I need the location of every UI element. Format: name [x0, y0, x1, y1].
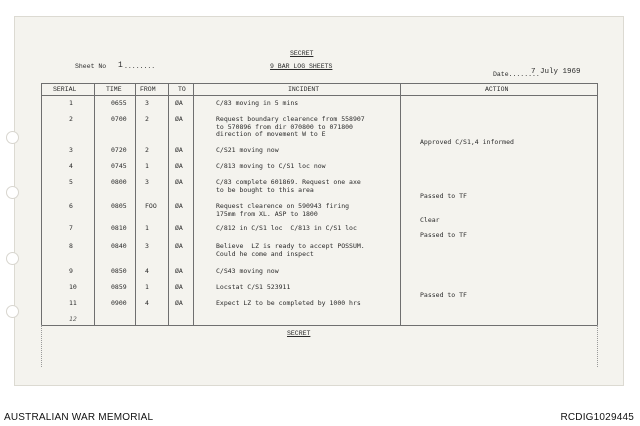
- row-time: 0850: [111, 267, 127, 275]
- punch-hole-1: [6, 131, 19, 144]
- row-incident-line: Could he come and inspect: [216, 249, 314, 258]
- row-to: ØA: [175, 267, 183, 275]
- row-incident-line: Locstat C/S1 523911: [216, 283, 291, 291]
- row-incident-line: Believe LZ is ready to accept POSSUM.: [216, 242, 365, 250]
- punch-hole-3: [6, 252, 19, 265]
- row-to: ØA: [175, 146, 183, 154]
- row-time: 0859: [111, 283, 127, 291]
- row-incident-line: Request boundary clearence from 558907: [216, 115, 365, 123]
- row-time: 0800: [111, 178, 127, 186]
- log-title: 9 BAR LOG SHEETS: [270, 63, 333, 70]
- row-action: Passed to TF: [420, 291, 467, 299]
- row-time: 0840: [111, 242, 127, 250]
- row-from: 1: [145, 162, 149, 170]
- row-from: 3: [145, 242, 149, 250]
- sheet-dots: ........: [124, 63, 156, 70]
- sheet-number: 1: [118, 61, 123, 70]
- row-incident-line: direction of movement W to E: [216, 130, 326, 138]
- row-incident-line: C/812 in C/S1 loc C/813 in C/S1 loc: [216, 224, 357, 232]
- sheet-label: Sheet No: [75, 63, 107, 70]
- punch-hole-4: [6, 305, 19, 318]
- row-action: Passed to TF: [420, 231, 467, 239]
- row-action: Approved C/S1,4 informed: [420, 138, 514, 146]
- classification-bottom: SECRET: [287, 330, 311, 337]
- row-to: ØA: [175, 299, 183, 307]
- row-time: 0805: [111, 202, 127, 210]
- row-incident-line: C/83 moving in 5 mins: [216, 99, 299, 107]
- col-action: ACTION: [485, 86, 509, 93]
- col-to: TO: [178, 86, 186, 93]
- row-serial: 3: [69, 146, 73, 154]
- row-from: 3: [145, 178, 149, 186]
- row-serial: 8: [69, 242, 73, 250]
- row-from: 3: [145, 99, 149, 107]
- row-serial: 9: [69, 267, 73, 275]
- classification-top: SECRET: [290, 50, 314, 57]
- row-from: FOO: [145, 202, 157, 210]
- row-serial: 5: [69, 178, 73, 186]
- row-serial: 11: [69, 299, 77, 307]
- col-time: TIME: [106, 86, 122, 93]
- row-action: Passed to TF: [420, 192, 467, 200]
- row-incident-line: Request clearence on 590943 firing: [216, 202, 350, 210]
- row-from: 2: [145, 115, 149, 123]
- row-to: ØA: [175, 115, 183, 123]
- row-incident-line: C/S21 moving now: [216, 146, 279, 154]
- row-serial: 2: [69, 115, 73, 123]
- row-incident-line: C/S43 moving now: [216, 267, 279, 275]
- row-time: 0655: [111, 99, 127, 107]
- col-serial: SERIAL: [53, 86, 77, 93]
- row-time: 0900: [111, 299, 127, 307]
- date-label: Date........: [493, 71, 540, 78]
- row-incident-line: to 570896 from dir 070800 to 071800: [216, 122, 353, 131]
- date-value: 7 July 1969: [531, 68, 581, 76]
- row-time: 0720: [111, 146, 127, 154]
- row-incident-line: to be bought to this area: [216, 185, 314, 194]
- row-from: 4: [145, 299, 149, 307]
- row-incident-line: C/83 complete 601869. Request one axe: [216, 178, 361, 186]
- col-incident: INCIDENT: [288, 86, 320, 93]
- row-to: ØA: [175, 178, 183, 186]
- row-from: 2: [145, 146, 149, 154]
- footer-institution: AUSTRALIAN WAR MEMORIAL: [4, 412, 154, 423]
- row-from: 1: [145, 224, 149, 232]
- row-time: 0700: [111, 115, 127, 123]
- row-serial: 6: [69, 202, 73, 210]
- row-from: 4: [145, 267, 149, 275]
- punch-hole-2: [6, 186, 19, 199]
- row-to: ØA: [175, 99, 183, 107]
- row-serial: 12: [69, 315, 77, 323]
- row-from: 1: [145, 283, 149, 291]
- row-serial: 4: [69, 162, 73, 170]
- row-time: 0810: [111, 224, 127, 232]
- row-time: 0745: [111, 162, 127, 170]
- row-to: ØA: [175, 202, 183, 210]
- row-serial: 1: [69, 99, 73, 107]
- row-serial: 10: [69, 283, 77, 291]
- col-from: FROM: [140, 86, 156, 93]
- row-incident-line: Expect LZ to be completed by 1000 hrs: [216, 299, 361, 307]
- row-incident-line: C/813 moving to C/S1 loc now: [216, 162, 326, 170]
- row-to: ØA: [175, 242, 183, 250]
- row-incident-line: 175mm from XL. ASP to 1800: [216, 209, 318, 218]
- footer-record-id: RCDIG1029445: [560, 412, 634, 423]
- row-action: Clear: [420, 216, 440, 224]
- row-to: ØA: [175, 224, 183, 232]
- row-to: ØA: [175, 283, 183, 291]
- row-to: ØA: [175, 162, 183, 170]
- row-serial: 7: [69, 224, 73, 232]
